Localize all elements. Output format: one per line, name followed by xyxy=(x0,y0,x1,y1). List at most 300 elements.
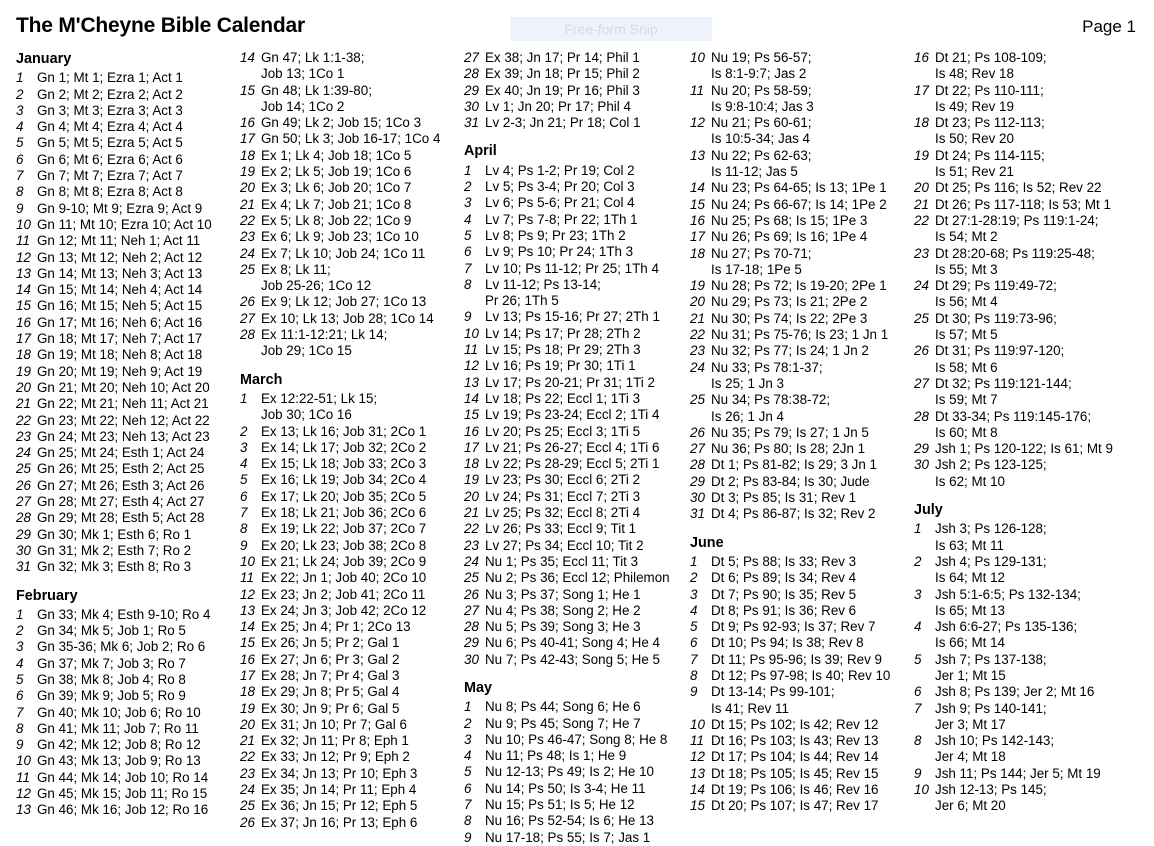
calendar-column-4 xyxy=(690,50,890,815)
reading-row xyxy=(16,656,212,672)
reading-line: Lv 11-12; Ps 13-14; xyxy=(485,276,601,292)
reading-line: Lv 24; Ps 31; Eccl 7; 2Ti 3 xyxy=(485,488,641,504)
day-number: 20 xyxy=(240,716,255,732)
day-number: 21 xyxy=(914,196,929,212)
reading-text xyxy=(37,705,201,721)
day-number: 9 xyxy=(16,200,24,216)
reading-line: Nu 22; Ps 62-63; xyxy=(711,147,812,163)
reading-text xyxy=(485,764,654,780)
reading-row xyxy=(914,180,1113,196)
reading-row xyxy=(464,505,670,521)
reading-row xyxy=(690,327,890,343)
day-number: 24 xyxy=(240,782,255,798)
reading-line: Gn 48; Lk 1:39-80; xyxy=(261,82,372,98)
reading-text xyxy=(485,781,646,797)
reading-line: Ex 1; Lk 4; Job 18; 1Co 5 xyxy=(261,147,412,163)
reading-line: Gn 49; Lk 2; Job 15; 1Co 3 xyxy=(261,115,422,131)
reading-line: Dt 8; Ps 91; Is 36; Rev 6 xyxy=(711,602,857,618)
reading-row xyxy=(464,228,670,244)
reading-row xyxy=(690,294,890,310)
day-number: 11 xyxy=(690,733,704,749)
reading-line: Is 55; Mt 3 xyxy=(935,261,998,277)
reading-text xyxy=(711,294,867,310)
reading-row xyxy=(914,311,1113,344)
reading-line: Gn 39; Mk 9; Job 5; Ro 9 xyxy=(37,688,186,704)
day-number: 13 xyxy=(240,602,255,618)
reading-line: Ex 8; Lk 11; xyxy=(261,261,331,277)
reading-row xyxy=(16,494,212,510)
reading-line: Gn 14; Mt 13; Neh 3; Act 13 xyxy=(37,265,203,281)
day-number: 20 xyxy=(240,180,255,196)
reading-text xyxy=(261,717,407,733)
reading-line: Dt 18; Ps 105; Is 45; Rev 15 xyxy=(711,765,879,781)
reading-row xyxy=(240,815,440,831)
reading-row xyxy=(464,554,670,570)
day-number: 1 xyxy=(16,606,24,622)
reading-row xyxy=(914,782,1113,815)
reading-line: Is 26; 1 Jn 4 xyxy=(711,408,784,424)
reading-text xyxy=(37,639,205,655)
reading-line: Nu 20; Ps 58-59; xyxy=(711,82,812,98)
reading-row xyxy=(914,50,1113,83)
reading-line: Gn 6; Mt 6; Ezra 6; Act 6 xyxy=(37,151,183,167)
reading-row xyxy=(240,733,440,749)
reading-row xyxy=(690,570,890,586)
reading-text xyxy=(37,786,207,802)
reading-text xyxy=(261,619,411,635)
reading-row xyxy=(690,50,890,83)
reading-text xyxy=(711,798,878,814)
reading-line: Nu 27; Ps 70-71; xyxy=(711,245,812,261)
day-number: 28 xyxy=(16,510,31,526)
reading-text xyxy=(935,376,1072,409)
reading-row xyxy=(464,375,670,391)
page-number: Page 1 xyxy=(1082,17,1136,36)
reading-line: Dt 1; Ps 81-82; Is 29; 3 Jn 1 xyxy=(711,457,877,473)
reading-line: Jsh 9; Ps 140-141; xyxy=(935,700,1047,716)
day-number: 17 xyxy=(240,667,255,683)
day-number: 19 xyxy=(464,472,479,488)
reading-row xyxy=(690,474,890,490)
day-number: 5 xyxy=(914,651,922,667)
day-number: 8 xyxy=(464,813,472,829)
day-number: 7 xyxy=(16,704,24,720)
reading-row xyxy=(464,261,670,277)
reading-row xyxy=(16,461,212,477)
reading-row xyxy=(464,179,670,195)
day-number: 9 xyxy=(914,765,922,781)
reading-text xyxy=(37,494,204,510)
reading-row xyxy=(240,603,440,619)
reading-line: Lv 10; Ps 11-12; Pr 25; 1Th 4 xyxy=(485,260,659,276)
reading-line: Gn 34; Mk 5; Job 1; Ro 5 xyxy=(37,623,186,639)
day-number: 30 xyxy=(914,457,929,473)
reading-text xyxy=(261,180,411,196)
day-number: 29 xyxy=(690,473,705,489)
reading-line: Dt 5; Ps 88; Is 33; Rev 3 xyxy=(711,553,857,569)
reading-row xyxy=(16,510,212,526)
reading-line: Dt 12; Ps 97-98; Is 40; Rev 10 xyxy=(711,667,891,683)
day-number: 13 xyxy=(690,147,705,163)
reading-row xyxy=(240,229,440,245)
day-number: 30 xyxy=(464,651,479,667)
reading-text xyxy=(711,180,887,196)
day-number: 26 xyxy=(690,424,705,440)
reading-text xyxy=(261,131,440,147)
reading-line: Jsh 5:1-6:5; Ps 132-134; xyxy=(935,586,1081,602)
reading-text xyxy=(261,570,426,586)
free-form-snip-button[interactable]: Free-form Snip xyxy=(510,17,712,41)
reading-line: Is 65; Mt 13 xyxy=(935,602,1005,618)
reading-line: Gn 17; Mt 16; Neh 6; Act 16 xyxy=(37,314,203,330)
reading-line: Nu 32; Ps 77; Is 24; 1 Jn 2 xyxy=(711,343,869,359)
reading-text xyxy=(37,461,204,477)
reading-line: Gn 22; Mt 21; Neh 11; Act 21 xyxy=(37,396,209,412)
reading-line: Lv 21; Ps 26-27; Eccl 4; 1Ti 6 xyxy=(485,439,660,455)
reading-line: Dt 22; Ps 110-111; xyxy=(935,82,1044,98)
reading-text xyxy=(261,554,426,570)
reading-line: Nu 36; Ps 80; Is 28; 2Jn 1 xyxy=(711,441,866,457)
day-number: 19 xyxy=(16,363,31,379)
reading-row xyxy=(914,684,1113,700)
day-number: 19 xyxy=(690,278,705,294)
reading-row xyxy=(690,229,890,245)
reading-text xyxy=(485,472,640,488)
reading-line: Ex 34; Jn 13; Pr 10; Eph 3 xyxy=(261,765,418,781)
month-heading: March xyxy=(240,371,283,388)
reading-row xyxy=(914,115,1113,148)
reading-text xyxy=(37,396,209,412)
reading-text xyxy=(261,391,377,424)
day-number: 21 xyxy=(464,505,479,521)
reading-text xyxy=(485,748,626,764)
month-heading: April xyxy=(464,143,497,160)
day-number: 16 xyxy=(914,50,929,65)
reading-line: Jer 1; Mt 15 xyxy=(935,667,1006,683)
reading-text xyxy=(711,148,812,181)
reading-row xyxy=(464,813,670,829)
reading-text xyxy=(711,749,878,765)
reading-text xyxy=(261,782,416,798)
reading-text xyxy=(485,326,641,342)
reading-line: Lv 16; Ps 19; Pr 30; 1Ti 1 xyxy=(485,358,636,374)
reading-line: Nu 10; Ps 46-47; Song 8; He 8 xyxy=(485,731,668,747)
reading-text xyxy=(261,521,426,537)
reading-text xyxy=(935,197,1111,213)
reading-line: Ex 17; Lk 20; Job 35; 2Co 5 xyxy=(261,488,427,504)
reading-row xyxy=(240,164,440,180)
reading-row xyxy=(16,607,212,623)
reading-line: Dt 27:1-28:19; Ps 119:1-24; xyxy=(935,212,1099,228)
reading-line: Ex 22; Jn 1; Job 40; 2Co 10 xyxy=(261,570,427,586)
reading-line: Is 11-12; Jas 5 xyxy=(711,164,798,180)
reading-text xyxy=(37,802,208,818)
reading-row xyxy=(464,521,670,537)
day-number: 11 xyxy=(16,233,30,249)
reading-row xyxy=(464,83,670,99)
reading-line: Dt 11; Ps 95-96; Is 39; Rev 9 xyxy=(711,651,882,667)
day-number: 15 xyxy=(240,82,255,98)
reading-row xyxy=(464,195,670,211)
reading-line: Ex 13; Lk 16; Job 31; 2Co 1 xyxy=(261,423,427,439)
reading-line: Is 62; Mt 10 xyxy=(935,473,1005,489)
reading-row xyxy=(16,672,212,688)
reading-text xyxy=(37,347,202,363)
reading-row xyxy=(690,115,890,148)
reading-row xyxy=(240,782,440,798)
reading-text xyxy=(485,115,641,131)
reading-text xyxy=(37,282,202,298)
reading-line: Dt 19; Ps 106; Is 46; Rev 16 xyxy=(711,782,879,798)
reading-text xyxy=(261,489,426,505)
reading-text xyxy=(37,70,183,86)
reading-row xyxy=(16,168,212,184)
day-number: 10 xyxy=(16,216,31,232)
reading-row xyxy=(240,246,440,262)
reading-row xyxy=(240,50,440,83)
reading-row xyxy=(16,802,212,818)
reading-line: Job 13; 1Co 1 xyxy=(261,66,345,82)
reading-text xyxy=(935,457,1047,490)
reading-row xyxy=(464,342,670,358)
day-number: 8 xyxy=(464,276,472,292)
reading-row xyxy=(464,391,670,407)
reading-line: Dt 3; Ps 85; Is 31; Rev 1 xyxy=(711,490,857,506)
reading-text xyxy=(711,506,876,522)
day-number: 19 xyxy=(914,147,929,163)
reading-text xyxy=(261,50,364,83)
day-number: 19 xyxy=(240,164,255,180)
day-number: 8 xyxy=(16,184,24,200)
reading-line: Is 60; Mt 8 xyxy=(935,424,998,440)
reading-text xyxy=(711,83,814,116)
reading-line: Nu 31; Ps 75-76; Is 23; 1 Jn 1 xyxy=(711,327,889,343)
reading-text xyxy=(485,83,640,99)
day-number: 2 xyxy=(464,715,472,731)
reading-line: Dt 26; Ps 117-118; Is 53; Mt 1 xyxy=(935,196,1111,212)
day-number: 27 xyxy=(690,441,705,457)
reading-text xyxy=(485,407,659,423)
month-heading: May xyxy=(464,679,492,696)
reading-line: Jsh 7; Ps 137-138; xyxy=(935,651,1047,667)
reading-text xyxy=(485,554,638,570)
day-number: 13 xyxy=(16,802,31,818)
reading-line: Ex 2; Lk 5; Job 19; 1Co 6 xyxy=(261,164,412,180)
reading-line: Ex 16; Lk 19; Job 34; 2Co 4 xyxy=(261,472,427,488)
day-number: 22 xyxy=(690,327,705,343)
reading-line: Jsh 2; Ps 123-125; xyxy=(935,457,1047,473)
day-number: 3 xyxy=(16,102,24,118)
reading-text xyxy=(485,538,644,554)
day-number: 26 xyxy=(16,477,31,493)
reading-row xyxy=(914,554,1113,587)
reading-text xyxy=(711,115,812,148)
reading-text xyxy=(935,115,1045,148)
reading-line: Job 25-26; 1Co 12 xyxy=(261,278,372,294)
reading-text xyxy=(37,688,186,704)
reading-row xyxy=(240,505,440,521)
reading-line: Ex 6; Lk 9; Job 23; 1Co 10 xyxy=(261,229,419,245)
day-number: 3 xyxy=(464,731,472,747)
reading-text xyxy=(935,278,1057,311)
reading-line: Dt 9; Ps 92-93; Is 37; Rev 7 xyxy=(711,619,876,635)
reading-text xyxy=(711,587,856,603)
day-number: 25 xyxy=(240,798,255,814)
day-number: 23 xyxy=(464,537,479,553)
reading-line: Nu 15; Ps 51; Is 5; He 12 xyxy=(485,797,635,813)
reading-text xyxy=(711,474,870,490)
reading-line: Ex 11:1-12:21; Lk 14; xyxy=(261,327,388,343)
reading-line: Ex 3; Lk 6; Job 20; 1Co 7 xyxy=(261,180,412,196)
reading-text xyxy=(37,364,202,380)
reading-text xyxy=(485,732,667,748)
day-number: 16 xyxy=(240,651,255,667)
reading-line: Dt 25; Ps 116; Is 52; Rev 22 xyxy=(935,180,1102,196)
reading-text xyxy=(485,375,655,391)
day-number: 31 xyxy=(464,115,479,131)
reading-row xyxy=(16,347,212,363)
reading-row xyxy=(240,554,440,570)
reading-row xyxy=(690,180,890,196)
reading-line: Gn 27; Mt 26; Esth 3; Act 26 xyxy=(37,477,205,493)
day-number: 25 xyxy=(690,392,705,408)
reading-line: Gn 11; Mt 10; Ezra 10; Act 10 xyxy=(37,216,212,232)
day-number: 27 xyxy=(464,50,479,65)
reading-line: Ex 28; Jn 7; Pr 4; Gal 3 xyxy=(261,667,400,683)
reading-line: Nu 28; Ps 72; Is 19-20; 2Pe 1 xyxy=(711,278,887,294)
reading-text xyxy=(485,50,640,66)
reading-row xyxy=(16,250,212,266)
reading-line: Jer 3; Mt 17 xyxy=(935,716,1006,732)
page-title: The M'Cheyne Bible Calendar xyxy=(16,14,305,37)
reading-text xyxy=(37,233,200,249)
reading-row xyxy=(914,376,1113,409)
day-number: 18 xyxy=(464,456,479,472)
reading-text xyxy=(261,327,387,360)
day-number: 25 xyxy=(16,461,31,477)
reading-text xyxy=(261,472,426,488)
reading-line: Is 48; Rev 18 xyxy=(935,66,1014,82)
day-number: 10 xyxy=(914,782,929,798)
reading-row xyxy=(240,424,440,440)
reading-row xyxy=(240,83,440,116)
reading-line: Gn 30; Mk 1; Esth 6; Ro 1 xyxy=(37,526,192,542)
reading-line: Lv 22; Ps 28-29; Eccl 5; 2Ti 1 xyxy=(485,456,660,472)
reading-line: Dt 23; Ps 112-113; xyxy=(935,115,1045,131)
day-number: 6 xyxy=(914,684,922,700)
reading-line: Gn 20; Mt 19; Neh 9; Act 19 xyxy=(37,363,203,379)
reading-row xyxy=(464,699,670,715)
day-number: 1 xyxy=(914,521,922,537)
reading-row xyxy=(914,278,1113,311)
reading-text xyxy=(711,603,856,619)
reading-row xyxy=(240,635,440,651)
day-number: 14 xyxy=(240,619,255,635)
reading-text xyxy=(261,197,411,213)
reading-line: Nu 17-18; Ps 55; Is 7; Jas 1 xyxy=(485,829,651,845)
reading-line: Dt 15; Ps 102; Is 42; Rev 12 xyxy=(711,716,879,732)
reading-text xyxy=(485,699,641,715)
day-number: 7 xyxy=(16,168,24,184)
reading-text xyxy=(37,478,204,494)
reading-line: Ex 7; Lk 10; Job 24; 1Co 11 xyxy=(261,245,426,261)
day-number: 16 xyxy=(464,423,479,439)
day-number: 27 xyxy=(240,310,255,326)
day-number: 2 xyxy=(16,86,24,102)
reading-line: Gn 18; Mt 17; Neh 7; Act 17 xyxy=(37,331,203,347)
day-number: 12 xyxy=(464,358,479,374)
reading-row xyxy=(240,148,440,164)
reading-text xyxy=(485,813,654,829)
reading-row xyxy=(914,652,1113,685)
reading-row xyxy=(464,781,670,797)
reading-text xyxy=(37,250,202,266)
reading-text xyxy=(485,212,638,228)
reading-row xyxy=(16,753,212,769)
reading-text xyxy=(711,311,867,327)
reading-text xyxy=(261,798,417,814)
reading-line: Dt 24; Ps 114-115; xyxy=(935,147,1045,163)
day-number: 10 xyxy=(690,50,705,65)
reading-line: Ex 40; Jn 19; Pr 16; Phil 3 xyxy=(485,82,640,98)
reading-row xyxy=(16,445,212,461)
reading-row xyxy=(464,66,670,82)
reading-row xyxy=(464,619,670,635)
reading-row xyxy=(240,668,440,684)
day-number: 3 xyxy=(464,195,472,211)
reading-row xyxy=(464,358,670,374)
reading-text xyxy=(711,327,888,343)
reading-text xyxy=(485,99,631,115)
reading-line: Ex 24; Jn 3; Job 42; 2Co 12 xyxy=(261,602,427,618)
day-number: 6 xyxy=(464,244,472,260)
day-number: 7 xyxy=(240,505,248,521)
reading-row xyxy=(240,131,440,147)
reading-line: Gn 4; Mt 4; Ezra 4; Act 4 xyxy=(37,119,183,135)
reading-text xyxy=(261,749,410,765)
reading-line: Nu 9; Ps 45; Song 7; He 7 xyxy=(485,715,641,731)
reading-row xyxy=(16,315,212,331)
day-number: 16 xyxy=(690,212,705,228)
reading-line: Jsh 1; Ps 120-122; Is 61; Mt 9 xyxy=(935,441,1113,457)
reading-line: Gn 42; Mk 12; Job 8; Ro 12 xyxy=(37,737,201,753)
day-number: 1 xyxy=(16,70,24,86)
day-number: 30 xyxy=(690,490,705,506)
reading-line: Gn 15; Mt 14; Neh 4; Act 14 xyxy=(37,282,203,298)
reading-row xyxy=(690,213,890,229)
reading-row xyxy=(16,770,212,786)
day-number: 20 xyxy=(464,488,479,504)
reading-text xyxy=(37,217,212,233)
day-number: 9 xyxy=(690,684,698,700)
reading-line: Gn 24; Mt 23; Neh 13; Act 23 xyxy=(37,428,210,444)
reading-row xyxy=(914,441,1113,457)
day-number: 9 xyxy=(240,537,248,553)
reading-line: Lv 27; Ps 34; Eccl 10; Tit 2 xyxy=(485,537,644,553)
reading-row xyxy=(690,506,890,522)
reading-line: Gn 40; Mk 10; Job 6; Ro 10 xyxy=(37,704,201,720)
reading-text xyxy=(37,445,204,461)
reading-row xyxy=(464,163,670,179)
reading-line: Gn 50; Lk 3; Job 16-17; 1Co 4 xyxy=(261,131,441,147)
day-number: 28 xyxy=(464,619,479,635)
reading-row xyxy=(16,87,212,103)
reading-text xyxy=(935,83,1044,116)
reading-row xyxy=(240,684,440,700)
day-number: 9 xyxy=(16,737,24,753)
day-number: 10 xyxy=(16,753,31,769)
reading-line: Lv 15; Ps 18; Pr 29; 2Th 3 xyxy=(485,342,641,358)
